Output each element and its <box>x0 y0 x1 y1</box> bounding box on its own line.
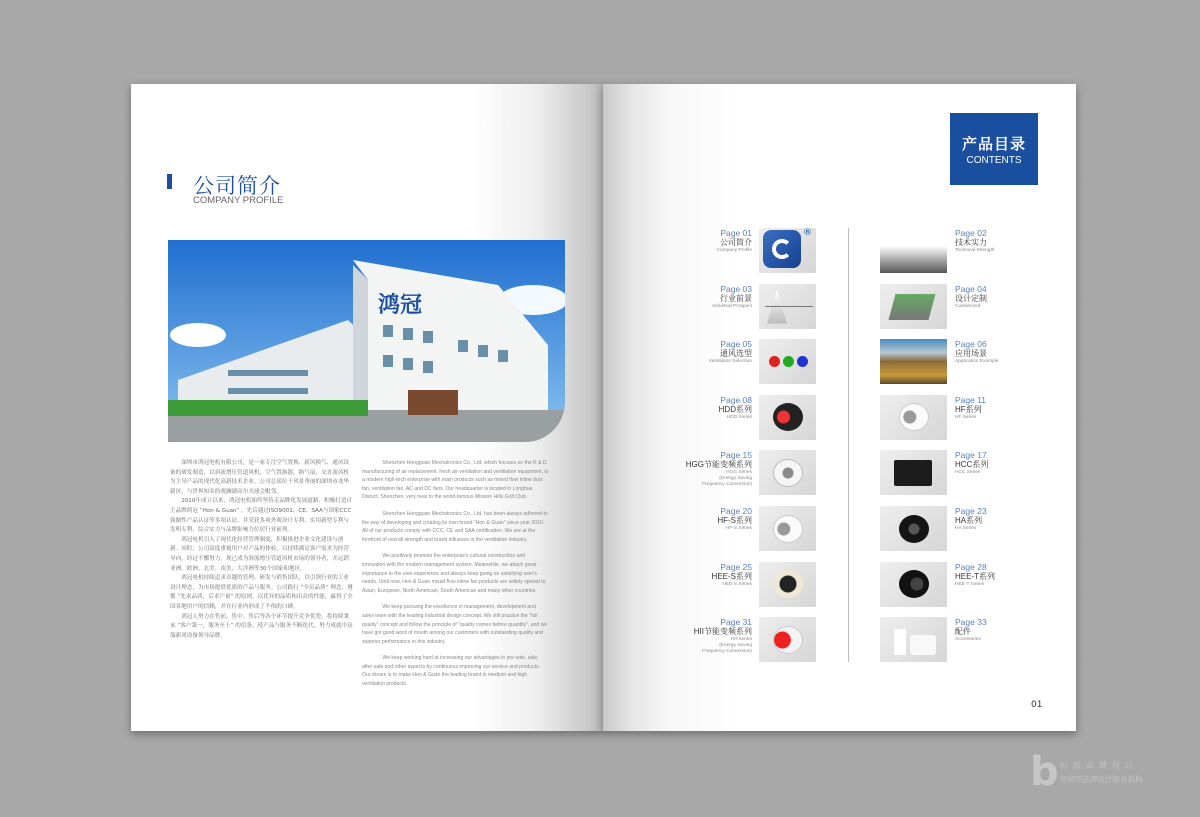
paragraph: Shenzhen Hongguan Mechatronics Co., Ltd. has been always adhered to the way of developing and creating its own brand "Hon & Guan" since year 2010. All of our products comply with CCC, CE and SAA certification. We are at the forefront of overall strength and brand influence in the ventilation industry. <box>362 510 548 543</box>
page-link[interactable]: Page 31 <box>720 617 752 628</box>
paragraph: 2010年成立以来，鸿冠电机始终坚持走品牌化发展道路，积极打造自主品牌鸿冠 “Hon & Guan” ，先后通过ISO9001、CE、SAA与国家CCC强制性产品认证等多项认证，并荣获多项外观设计专利、实用新型专利与发明专利，综合实力与品牌影响力位居行业前列。 <box>170 498 353 534</box>
page-link[interactable]: Page 11 <box>955 394 987 405</box>
page-link[interactable]: Page 02 <box>955 228 987 238</box>
contents-item[interactable] <box>880 617 1060 663</box>
city-thumbnail[interactable] <box>880 339 947 384</box>
item-english-label: Ventilation Selection <box>708 359 752 365</box>
item-english-label: Customized <box>955 303 981 309</box>
page-link[interactable]: Page 08 <box>720 394 752 405</box>
right-page <box>603 84 1076 731</box>
contents-item[interactable] <box>880 339 1060 385</box>
fan-white-box-thumbnail[interactable] <box>759 450 816 495</box>
page-link[interactable]: Page 06 <box>955 339 987 350</box>
page-link[interactable]: Page 33 <box>955 617 987 628</box>
watermark-line1: 标派品牌设计 <box>1060 761 1138 770</box>
title-accent-bar <box>167 174 172 189</box>
page-link[interactable]: Page 17 <box>955 450 987 461</box>
contents-item[interactable] <box>603 284 816 330</box>
item-chinese-label: HDD系列 <box>718 404 752 414</box>
fan-black-red-thumbnail[interactable] <box>759 395 816 440</box>
item-chinese-label: 配件 <box>955 627 971 637</box>
building-sign: 鸿冠 <box>378 293 423 318</box>
item-english-label: (Energy Saving <box>719 476 752 482</box>
paragraph: We keep working hard at increasing our advantages in pre-sale, sale, after-sale and other aspects by continuous improving our service and products. Our dream is to make Hon & Guan the leading brand in medium and high ventilation products. <box>362 655 541 688</box>
fan-white-red-thumbnail[interactable] <box>759 617 816 662</box>
item-english-label: Frequency Conversion) <box>702 482 752 488</box>
fan-black-thumbnail[interactable] <box>880 506 947 551</box>
factory-photo <box>168 240 565 442</box>
item-english-label: HF-S Series <box>725 526 752 531</box>
item-english-label: HGG Series <box>726 470 752 476</box>
selection-thumbnail[interactable] <box>759 339 816 384</box>
fan-cream-thumbnail[interactable] <box>759 562 816 607</box>
column-divider <box>848 228 849 662</box>
paragraph: We positively promote the enterprise's cultural construction and innovation with the modern management system. Meanwhile, we attach great importance to the user experience and always keep going on satisfying user's needs. Until now, Hon & Guan mixed flow inline fan products are widely spread to Asian, European, North American, South American and many other countries. <box>362 553 546 594</box>
item-english-label: HEE-T Series <box>955 581 985 587</box>
page-link[interactable]: Page 04 <box>955 283 987 294</box>
section-title: 公司简介 <box>193 174 281 198</box>
contents-item[interactable] <box>603 617 816 663</box>
page-number: 01 <box>1031 700 1043 710</box>
item-english-label: Accessories <box>955 637 981 643</box>
contents-item[interactable] <box>603 506 816 552</box>
paragraph: We keep pursuing the excellence in management, development and sales team with the leading industrial design concept. We still practice the "full quality" concept and follow the principle of "quality comes before quantity", and we have got good word of mouth among our customers with outstanding quality and superior performance in this industry. <box>362 604 548 645</box>
contents-item[interactable] <box>603 395 816 441</box>
contents-item[interactable] <box>880 450 1060 496</box>
page-link[interactable]: Page 23 <box>955 506 987 516</box>
item-english-label: Company Profile <box>716 248 752 253</box>
profile-text-english <box>362 459 549 697</box>
item-chinese-label: 技术实力 <box>955 238 987 247</box>
item-english-label: Industrial Prospect <box>712 303 752 309</box>
contents-item[interactable] <box>603 450 816 496</box>
contents-badge <box>950 113 1038 185</box>
paragraph: 鸿冠电机引入了现代化经营管理制度，积极推进企业文化建设与创新。同时，公司高度重视用户对产品的体验，以持续满足客户需求为经营导向，经过不懈努力，现已成为斜流增压管道风机市场的领导者，并远销亚洲、欧洲、北美、南美、大洋洲等30个国家和地区。 <box>170 536 350 572</box>
item-chinese-label: HF系列 <box>955 404 982 414</box>
fan-white-thumbnail[interactable] <box>880 395 947 440</box>
fan-black-round-thumbnail[interactable] <box>880 562 947 607</box>
item-english-label: HCC Series <box>955 470 981 476</box>
paragraph: 深圳市鸿冠电机有限公司，是一家专注空气置换、新风换气、通风设备的研发制造，以斜流增压管道风机、空气置换器、换气扇、交直流风机为主导产品的现代化高新技术企业。公司总部位于风景秀丽的深圳市龙华新区，与世界知名的观澜湖高尔夫球会毗邻。 <box>170 460 350 495</box>
prospect-thumbnail[interactable] <box>759 284 816 329</box>
item-chinese-label: 公司简介 <box>720 238 752 247</box>
item-chinese-label: HII节能变频系列 <box>693 627 752 637</box>
section-subtitle: COMPANY PROFILE <box>193 195 284 206</box>
contents-subtitle: CONTENTS <box>966 155 1022 166</box>
item-english-label: Application Example <box>955 359 999 365</box>
item-chinese-label: 设计定制 <box>955 293 987 303</box>
left-page <box>131 84 603 731</box>
contents-item[interactable] <box>603 339 816 385</box>
paragraph: 鸿冠电机持续追求卓越的管理、研发与销售团队，以引领行业的工业设计理念，为市场提供优质的产品与服务。公司践行 “全员品质” 理念，遵循 “先求品质，后求产量” 的原则，以优异的品质和出众的性能，赢得了全国各地用户的信赖，并在行业内形成了不俗的口碑。 <box>170 575 353 610</box>
item-chinese-label: HEE-T系列 <box>955 571 995 581</box>
contents-title: 产品目录 <box>961 135 1026 153</box>
item-chinese-label: 行业前景 <box>720 293 752 303</box>
item-english-label: HA Series <box>955 526 977 531</box>
box-black-thumbnail[interactable] <box>880 450 947 495</box>
item-english-label: HDD Series <box>726 414 752 420</box>
page-link[interactable]: Page 01 <box>720 228 752 238</box>
item-chinese-label: HA系列 <box>955 516 983 525</box>
item-english-label: Technical Strength <box>955 248 995 253</box>
page-link[interactable]: Page 15 <box>720 450 752 461</box>
page-link[interactable]: Page 05 <box>720 339 752 350</box>
crowd-thumbnail[interactable] <box>880 228 947 273</box>
design-thumbnail[interactable] <box>880 284 947 329</box>
paragraph: Shenzhen Hongguan Mechatronics Co., Ltd. which focuses on the R & D manufacturing of air replacement, fresh air ventilation and ventilation equipment, is a modern high-tech enterprise with main products such as mixed flow inline duct fan, ventilation fan, AC and DC fans. Our headquarter is located in Longhua District, Shenzhen, very near to the world-famous Mission Hills Golf Club. <box>362 460 549 501</box>
watermark-line2: 营销型品牌设计服务机构 <box>1060 775 1143 784</box>
item-english-label: HF Series <box>955 414 977 420</box>
contents-item[interactable] <box>880 228 1060 274</box>
item-chinese-label: 应用场景 <box>955 349 987 359</box>
item-chinese-label: HEE-S系列 <box>711 571 752 581</box>
watermark-b-logo: b <box>1030 749 1059 795</box>
item-english-label: HII Series <box>730 637 752 643</box>
paragraph: 鸿冠人努力在售前、售中、售后等各个环节提升竞争优势，将持续秉承 “客户第一，服务至上” 的信条，使产品与服务不断迭代，努力成就中高端新风设备领导品牌。 <box>170 613 353 639</box>
contents-item[interactable] <box>880 562 1060 608</box>
item-english-label: HEE-S Series <box>722 581 752 587</box>
contents-item[interactable] <box>880 395 1060 441</box>
page-link[interactable]: Page 28 <box>955 561 987 572</box>
contents-item[interactable] <box>603 228 816 274</box>
accessories-thumbnail[interactable] <box>880 617 947 662</box>
page-link[interactable]: Page 20 <box>720 506 752 516</box>
item-english-label: Frequency Conversion) <box>702 649 752 655</box>
fan-white-thumbnail[interactable] <box>759 506 816 551</box>
profile-text-chinese <box>170 459 353 641</box>
item-chinese-label: HGG节能变频系列 <box>685 460 752 470</box>
item-chinese-label: HCC系列 <box>955 460 989 470</box>
contents-item[interactable] <box>603 562 816 608</box>
logo-thumbnail[interactable]: ® <box>759 228 816 273</box>
item-chinese-label: 通风选型 <box>720 349 752 359</box>
item-english-label: (Energy Saving <box>719 643 752 649</box>
contents-item[interactable] <box>880 284 1060 330</box>
item-chinese-label: HF-S系列 <box>717 516 752 525</box>
page-link[interactable]: Page 25 <box>720 561 752 572</box>
contents-item[interactable] <box>880 506 1060 552</box>
page-link[interactable]: Page 03 <box>720 283 752 294</box>
